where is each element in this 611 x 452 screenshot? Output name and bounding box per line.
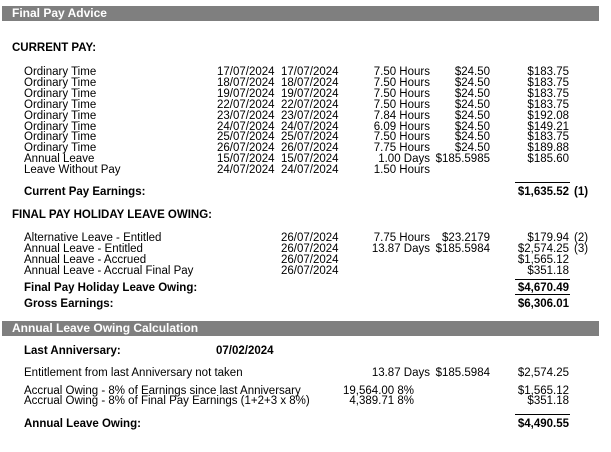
row-amount: $185.60 [527,153,569,166]
holiday-row-date: 26/07/2024 [281,253,339,266]
holiday-row-label: Annual Leave - Accrual Final Pay [24,264,194,277]
holiday-total-rule [515,279,570,280]
accrual-earnings-amount: $1,565.12 [517,385,569,397]
row-rate: $24.50 [454,76,490,89]
row-to-date: 24/07/2024 [281,120,339,133]
row-label: Ordinary Time [24,109,97,122]
leave-owing-rule [515,414,570,415]
row-label: Ordinary Time [24,142,97,155]
annual-leave-owing-label: Annual Leave Owing: [24,418,141,430]
holiday-total-label: Final Pay Holiday Leave Owing: [24,282,198,294]
row-quantity: 7.50 Hours [373,87,430,100]
holiday-row-amount: $2,574.25 [517,242,569,255]
row-to-date: 24/07/2024 [281,164,339,177]
holiday-row-amount: $179.94 [527,232,569,244]
row-label: Ordinary Time [24,131,97,144]
holiday-row-label: Annual Leave - Entitled [24,242,143,255]
row-quantity: 7.50 Hours [373,98,430,111]
row-to-date: 15/07/2024 [281,153,339,166]
gross-rule [515,294,570,295]
holiday-row-rate: $185.5984 [435,242,490,255]
header-annual-leave-calc: Annual Leave Owing Calculation [2,321,599,336]
row-amount: $183.75 [527,87,569,100]
current-pay-earnings-value: $1,635.52 [517,186,569,198]
last-anniversary-label: Last Anniversary: [24,345,121,357]
row-to-date: 19/07/2024 [281,87,339,100]
row-from-date: 24/07/2024 [217,164,275,177]
row-to-date: 22/07/2024 [281,98,339,111]
row-amount: $189.88 [527,142,569,155]
holiday-row-amount: $1,565.12 [517,253,569,266]
row-amount: $183.75 [527,98,569,111]
annual-leave-owing-value: $4,490.55 [517,418,569,430]
holiday-row-ref: (2) [574,232,589,244]
header-final-pay-advice: Final Pay Advice [2,6,599,21]
row-quantity: 6.09 Hours [373,120,430,133]
row-quantity: 7.75 Hours [373,142,430,155]
row-from-date: 17/07/2024 [217,66,275,78]
row-label: Annual Leave [24,153,95,166]
entitlement-rate: $185.5984 [435,367,490,379]
row-amount: $183.75 [527,131,569,144]
holiday-row-label: Annual Leave - Accrued [24,253,147,266]
row-from-date: 26/07/2024 [217,142,275,155]
row-label: Ordinary Time [24,66,97,78]
holiday-row-date: 26/07/2024 [281,232,339,244]
accrual-earnings-label: Accrual Owing - 8% of Earnings since last Anniversary [24,385,301,397]
holiday-total-value: $4,670.49 [517,282,569,294]
row-quantity: 1.00 Days [378,153,430,166]
row-amount: $183.75 [527,76,569,89]
row-from-date: 18/07/2024 [217,76,275,89]
gross-earnings-label: Gross Earnings: [24,298,114,310]
row-rate: $24.50 [454,87,490,100]
row-rate: $24.50 [454,120,490,133]
row-rate: $24.50 [454,131,490,144]
row-label: Leave Without Pay [24,164,121,177]
row-quantity: 7.50 Hours [373,131,430,144]
holiday-row-ref: (3) [574,242,589,255]
current-pay-earnings-ref: (1) [574,186,589,198]
entitlement-amount: $2,574.25 [517,367,569,379]
gross-earnings-value: $6,306.01 [517,298,569,310]
row-from-date: 19/07/2024 [217,87,275,100]
row-from-date: 22/07/2024 [217,98,275,111]
row-to-date: 23/07/2024 [281,109,339,122]
holiday-heading: FINAL PAY HOLIDAY LEAVE OWING: [12,209,213,221]
row-to-date: 18/07/2024 [281,76,339,89]
row-amount: $192.08 [527,109,569,122]
holiday-row-date: 26/07/2024 [281,264,339,277]
row-from-date: 25/07/2024 [217,131,275,144]
accrual-earnings-base: 19,564.00 8% [343,385,414,397]
row-to-date: 25/07/2024 [281,131,339,144]
row-to-date: 17/07/2024 [281,66,339,78]
row-quantity: 1.50 Hours [373,164,430,177]
row-quantity: 7.50 Hours [373,76,430,89]
row-label: Ordinary Time [24,120,97,133]
row-rate: $24.50 [454,98,490,111]
holiday-row-amount: $351.18 [527,264,569,277]
row-rate: $24.50 [454,109,490,122]
row-label: Ordinary Time [24,98,97,111]
row-quantity: 7.84 Hours [373,109,430,122]
holiday-row-rate: $23.2179 [442,232,490,244]
accrual-final-pay-label: Accrual Owing - 8% of Final Pay Earnings (1+2+3 x 8%) [24,395,310,407]
entitlement-qty: 13.87 Days [371,367,430,379]
row-quantity: 7.50 Hours [373,66,430,78]
accrual-final-pay-amount: $351.18 [527,395,569,407]
current-total-rule [515,182,570,183]
row-to-date: 26/07/2024 [281,142,339,155]
row-rate: $185.5985 [435,153,490,166]
holiday-row-date: 26/07/2024 [281,242,339,255]
accrual-final-pay-base: 4,389.71 8% [349,395,414,407]
row-label: Ordinary Time [24,76,97,89]
row-from-date: 15/07/2024 [217,153,275,166]
holiday-row-label: Alternative Leave - Entitled [24,232,162,244]
row-label: Ordinary Time [24,87,97,100]
current-pay-heading: CURRENT PAY: [12,42,97,54]
holiday-row-quantity: 7.75 Hours [373,232,430,244]
last-anniversary-value: 07/02/2024 [216,345,274,357]
current-pay-earnings-label: Current Pay Earnings: [24,186,146,198]
row-amount: $149.21 [527,120,569,133]
row-from-date: 23/07/2024 [217,109,275,122]
row-from-date: 24/07/2024 [217,120,275,133]
entitlement-label: Entitlement from last Anniversary not taken [24,367,243,379]
holiday-row-quantity: 13.87 Days [371,242,430,255]
row-rate: $24.50 [454,142,490,155]
row-amount: $183.75 [527,66,569,78]
row-rate: $24.50 [454,66,490,78]
